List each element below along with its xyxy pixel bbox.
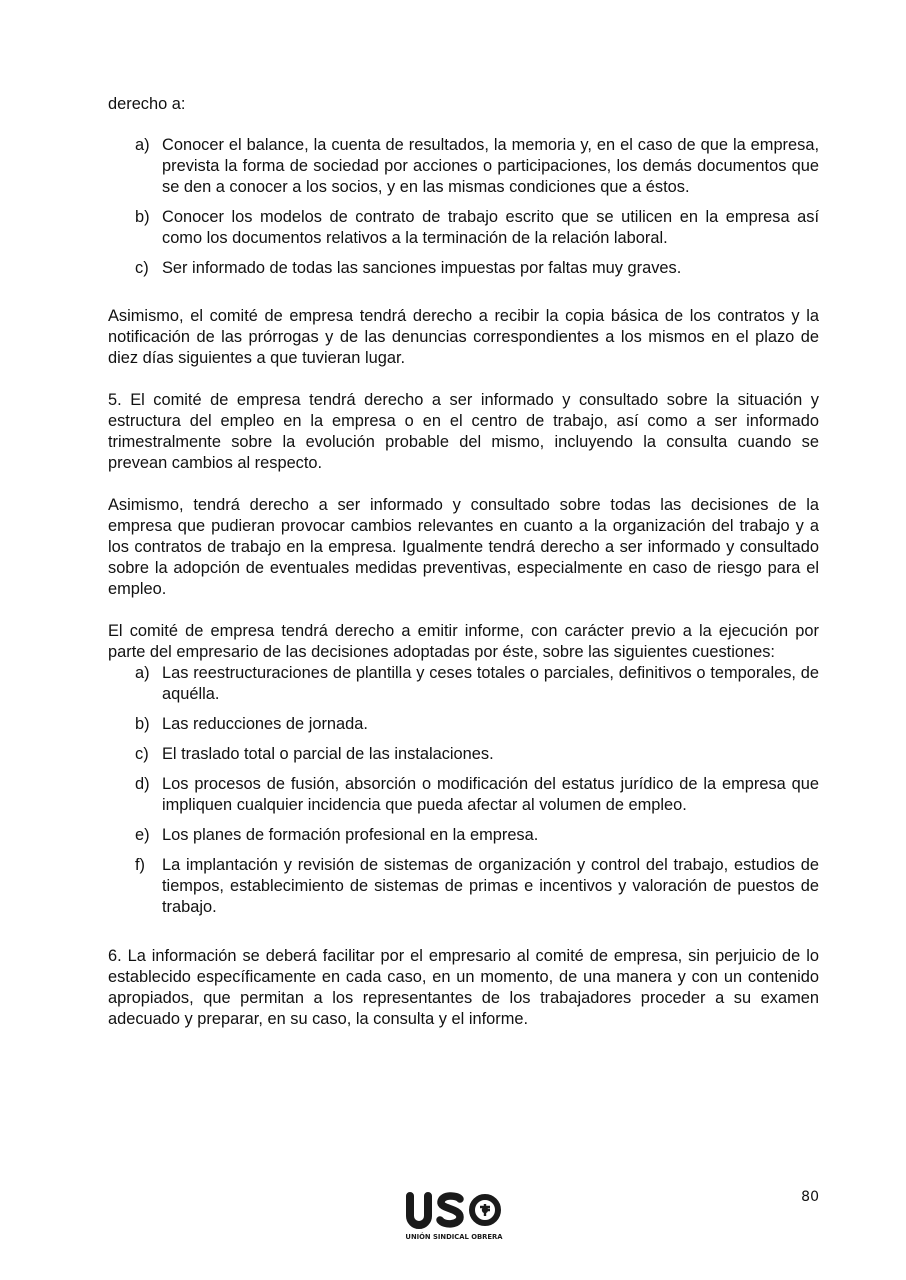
list-marker: e) bbox=[135, 826, 150, 844]
list-item bbox=[108, 825, 819, 846]
uso-logo bbox=[403, 1190, 505, 1242]
paragraph: Asimismo, el comité de empresa tendrá derecho a recibir la copia básica de los contratos y la notificación de las prórrogas y de las denuncias correspondientes a los mismos en el plazo de diez días siguientes a que tuvieran lugar. bbox=[108, 307, 819, 367]
list-item bbox=[108, 714, 819, 735]
list-marker: a) bbox=[135, 664, 150, 682]
list-marker: f) bbox=[135, 856, 146, 874]
list-item-text: Los planes de formación profesional en la empresa. bbox=[162, 826, 539, 844]
page-number: 80 bbox=[801, 1189, 819, 1205]
list-item-text: La implantación y revisión de sistemas de organización y control del trabajo, estudios de tiempos, establecimiento de sistemas de primas e incentivos y valoración de puestos de trabajo. bbox=[162, 856, 819, 916]
list-item bbox=[108, 258, 819, 279]
list-item bbox=[108, 135, 819, 198]
logo-subtitle: UNIÓN SINDICAL OBRERA bbox=[405, 1233, 503, 1241]
list-item bbox=[108, 855, 819, 918]
list-marker: c) bbox=[135, 745, 149, 763]
list-item-text: Conocer el balance, la cuenta de resultados, la memoria y, en el caso de que la empresa, prevista la forma de sociedad por acciones o participaciones, los demás documentos que se den a conocer a los socios, y en las mismas condiciones que a éstos. bbox=[162, 136, 819, 196]
list-marker: b) bbox=[135, 715, 150, 733]
paragraph: 5. El comité de empresa tendrá derecho a ser informado y consultado sobre la situación y estructura del empleo en la empresa o en el centro de trabajo, así como a ser informado trimestralmente sobre la evolución probable del mismo, incluyendo la consulta cuando se prevean cambios al respecto. bbox=[108, 391, 819, 472]
issues-list bbox=[108, 663, 819, 918]
list-item bbox=[108, 663, 819, 705]
list-item-text: Los procesos de fusión, absorción o modificación del estatus jurídico de la empresa que impliquen cualquier incidencia que pueda afectar al volumen de empleo. bbox=[162, 775, 819, 814]
intro-text: derecho a: bbox=[108, 95, 186, 113]
list-marker: b) bbox=[135, 208, 150, 226]
list-item bbox=[108, 744, 819, 765]
rights-list bbox=[108, 135, 819, 279]
paragraph: 6. La información se deberá facilitar por el empresario al comité de empresa, sin perjuicio de lo establecido específicamente en cada caso, en un momento, de una manera y con un contenido apropiados, que permitan a los representantes de los trabajadores proceder a su examen adecuado y preparar, en su caso, la consulta y el informe. bbox=[108, 947, 819, 1028]
paragraph: Asimismo, tendrá derecho a ser informado y consultado sobre todas las decisiones de la empresa que pudieran provocar cambios relevantes en cuanto a la organización del trabajo y a los contratos de trabajo en la empresa. Igualmente tendrá derecho a ser informado y consultado sobre la adopción de eventuales medidas preventivas, especialmente en caso de riesgo para el empleo. bbox=[108, 496, 819, 598]
list-item bbox=[108, 207, 819, 249]
list-item-text: El traslado total o parcial de las instalaciones. bbox=[162, 745, 494, 763]
list-item bbox=[108, 774, 819, 816]
list-marker: c) bbox=[135, 259, 149, 277]
list-marker: a) bbox=[135, 136, 150, 154]
list-marker: d) bbox=[135, 775, 150, 793]
list-item-text: Las reducciones de jornada. bbox=[162, 715, 368, 733]
list-item-text: Ser informado de todas las sanciones impuestas por faltas muy graves. bbox=[162, 259, 682, 277]
paragraph: El comité de empresa tendrá derecho a emitir informe, con carácter previo a la ejecución por parte del empresario de las decisiones adoptadas por éste, sobre las siguientes cuestiones: bbox=[108, 622, 819, 661]
list-item-text: Las reestructuraciones de plantilla y ceses totales o parciales, definitivos o temporales, de aquélla. bbox=[162, 664, 819, 703]
document-page bbox=[108, 94, 819, 1030]
list-item-text: Conocer los modelos de contrato de trabajo escrito que se utilicen en la empresa así como los documentos relativos a la terminación de la relación laboral. bbox=[162, 208, 819, 247]
